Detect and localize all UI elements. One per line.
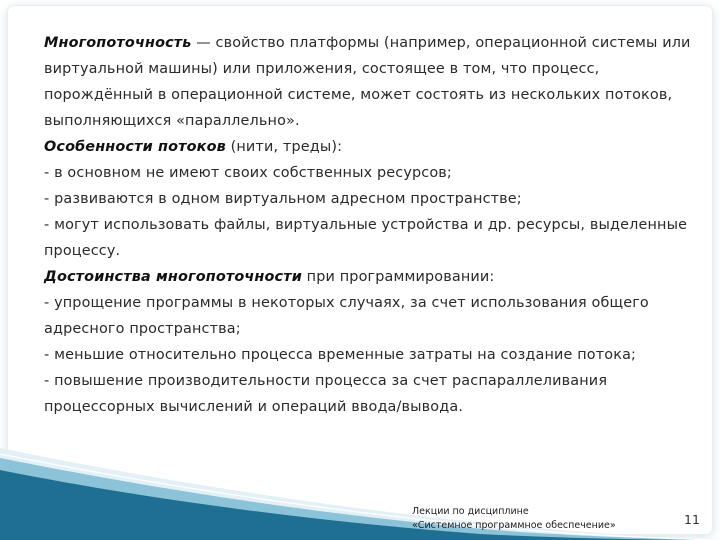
slide-body [44,30,694,420]
definition-text: — свойство платформы (например, операционной системы или виртуальной машины) или приложения, состоящее в том, что процесс, порождённый в операционной системе, может состоять из нескольких потоков, выполняющихся «параллельно». [44,35,691,129]
advantages-heading-rest: при программировании: [301,269,495,285]
features-item: - могут использовать файлы, виртуальные устройства и др. ресурсы, выделенные процессу. [44,217,688,259]
page-number: 11 [684,512,700,527]
features-heading [44,134,694,160]
features-item: - развиваются в одном виртуальном адресном пространстве; [44,191,522,207]
features-heading-bold: Особенности потоков [44,139,226,155]
features-item: - в основном не имеют своих собственных ресурсов; [44,165,452,181]
features-heading-rest: (нити, треды): [225,139,343,155]
advantages-heading-bold: Достоинства многопоточности [44,269,302,285]
term-multithreading: Многопоточность [44,35,192,51]
advantages-item: - упрощение программы в некоторых случаях, за счет использования общего адресного пространства; [44,295,649,337]
advantages-item: - повышение производительности процесса за счет распараллеливания процессорных вычислений и операций ввода/вывода. [44,373,608,415]
footer-line-1: Лекции по дисциплине [412,506,529,517]
advantages-item: - меньшие относительно процесса временные затраты на создание потока; [44,347,637,363]
advantages-heading [44,264,694,290]
slide-footer [412,505,616,533]
paragraph-definition [44,30,694,134]
footer-line-2: «Системное программное обеспечение» [412,520,616,531]
